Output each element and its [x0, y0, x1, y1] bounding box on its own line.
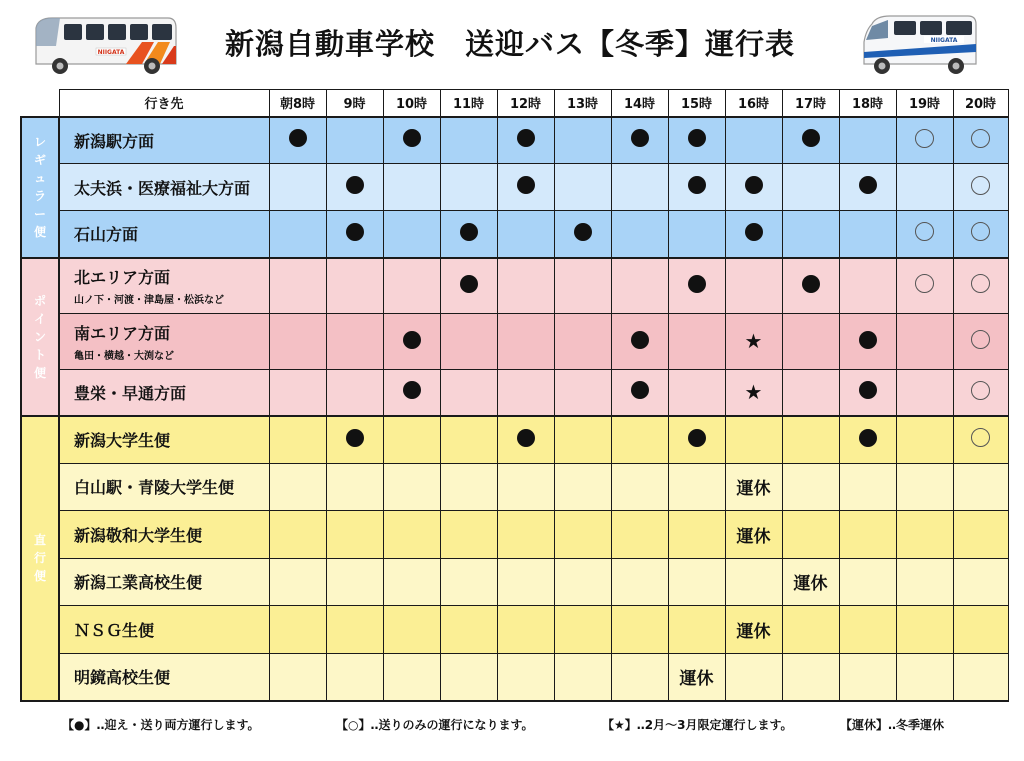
schedule-cell	[725, 211, 782, 258]
header-hour: 19時	[896, 90, 953, 117]
schedule-cell	[269, 211, 326, 258]
schedule-cell	[953, 211, 1008, 258]
schedule-cell	[896, 370, 953, 416]
destination-name: 新潟駅方面	[74, 131, 155, 151]
both-ways-mark	[631, 129, 649, 147]
drop-off-only-mark	[971, 222, 990, 241]
schedule-cell	[383, 164, 440, 211]
schedule-cell	[554, 258, 611, 314]
category-label-point	[21, 258, 59, 416]
schedule-cell	[383, 258, 440, 314]
category-char: ト	[33, 347, 46, 362]
category-char: ポ	[33, 293, 46, 308]
schedule-cell	[668, 370, 725, 416]
suspended-mark: 運休	[793, 574, 828, 595]
schedule-cell	[668, 463, 725, 511]
bus-right-logo: NIIGATA	[930, 37, 958, 44]
schedule-cell	[269, 606, 326, 654]
both-ways-mark	[403, 381, 421, 399]
destination-cell	[59, 463, 269, 511]
destination-cell	[59, 164, 269, 211]
schedule-cell	[839, 653, 896, 701]
schedule-cell	[326, 416, 383, 464]
destination-subareas: 山ノ下・河渡・津島屋・松浜など	[74, 295, 224, 307]
destination-cell	[59, 558, 269, 606]
schedule-cell	[953, 314, 1008, 370]
schedule-cell	[269, 370, 326, 416]
category-label-regular	[21, 117, 59, 258]
schedule-cell	[668, 606, 725, 654]
schedule-cell	[896, 463, 953, 511]
table-row	[21, 314, 1008, 370]
drop-off-only-mark	[915, 222, 934, 241]
schedule-cell	[725, 416, 782, 464]
schedule-cell	[896, 117, 953, 164]
both-ways-mark	[517, 129, 535, 147]
schedule-cell	[782, 463, 839, 511]
schedule-cell	[383, 463, 440, 511]
schedule-cell	[896, 416, 953, 464]
schedule-cell	[668, 558, 725, 606]
schedule-cell	[953, 511, 1008, 559]
limited-run-mark: ★	[744, 379, 763, 404]
schedule-cell	[440, 370, 497, 416]
header-hour: 17時	[782, 90, 839, 117]
schedule-cell	[782, 258, 839, 314]
schedule-cell	[839, 211, 896, 258]
schedule-cell	[668, 258, 725, 314]
destination-name: 新潟工業高校生便	[74, 573, 203, 593]
schedule-cell	[953, 117, 1008, 164]
destination-name: 石山方面	[74, 225, 139, 245]
schedule-cell	[953, 463, 1008, 511]
schedule-cell	[497, 370, 554, 416]
schedule-cell	[896, 314, 953, 370]
bus-illustration-right	[858, 12, 980, 76]
header	[0, 0, 1024, 88]
schedule-cell	[497, 653, 554, 701]
category-char: ー	[33, 207, 46, 221]
both-ways-mark	[802, 129, 820, 147]
schedule-cell	[668, 117, 725, 164]
schedule-cell	[269, 117, 326, 164]
header-hour: 朝8時	[269, 90, 326, 117]
table-header	[21, 90, 1008, 117]
drop-off-only-mark	[971, 274, 990, 293]
schedule-cell	[953, 653, 1008, 701]
table-row	[21, 211, 1008, 258]
header-hour: 13時	[554, 90, 611, 117]
category-char: 直	[33, 533, 46, 547]
legend-both: 【●】‥迎え・送り両方運行します。	[62, 718, 260, 732]
schedule-cell	[725, 463, 782, 511]
schedule-cell	[554, 164, 611, 211]
destination-cell	[59, 314, 269, 370]
schedule-cell	[839, 164, 896, 211]
both-ways-mark	[859, 381, 877, 399]
both-ways-mark	[859, 331, 877, 349]
table-row	[21, 416, 1008, 464]
schedule-cell	[839, 606, 896, 654]
schedule-cell	[326, 511, 383, 559]
both-ways-mark	[403, 129, 421, 147]
schedule-cell	[554, 416, 611, 464]
schedule-cell	[896, 653, 953, 701]
schedule-table	[20, 89, 1009, 702]
table-body	[21, 117, 1008, 701]
schedule-cell	[896, 511, 953, 559]
category-char: 便	[33, 225, 46, 239]
schedule-cell	[611, 511, 668, 559]
schedule-cell	[611, 463, 668, 511]
schedule-cell	[497, 117, 554, 164]
drop-off-only-mark	[971, 176, 990, 195]
schedule-cell	[269, 164, 326, 211]
schedule-cell	[953, 416, 1008, 464]
suspended-mark: 運休	[736, 479, 771, 500]
both-ways-mark	[859, 176, 877, 194]
schedule-cell	[668, 164, 725, 211]
schedule-cell	[497, 558, 554, 606]
schedule-cell	[725, 370, 782, 416]
schedule-cell	[554, 653, 611, 701]
schedule-cell	[611, 117, 668, 164]
destination-cell	[59, 211, 269, 258]
drop-off-only-mark	[971, 381, 990, 400]
schedule-cell	[611, 258, 668, 314]
schedule-cell	[383, 117, 440, 164]
destination-name: 明鏡高校生便	[74, 668, 171, 687]
schedule-cell	[497, 463, 554, 511]
both-ways-mark	[346, 176, 364, 194]
drop-off-only-mark	[971, 330, 990, 349]
schedule-cell	[383, 211, 440, 258]
both-ways-mark	[346, 223, 364, 241]
schedule-cell	[440, 606, 497, 654]
destination-name: 北エリア方面	[74, 268, 171, 288]
header-destination: 行き先	[59, 90, 269, 117]
schedule-cell	[440, 653, 497, 701]
category-char: 行	[33, 551, 46, 565]
schedule-cell	[383, 558, 440, 606]
schedule-cell	[326, 463, 383, 511]
header-hour: 14時	[611, 90, 668, 117]
schedule-cell	[839, 558, 896, 606]
schedule-cell	[326, 164, 383, 211]
both-ways-mark	[517, 429, 535, 447]
schedule-cell	[782, 117, 839, 164]
header-hour: 18時	[839, 90, 896, 117]
schedule-cell	[839, 314, 896, 370]
schedule-cell	[440, 314, 497, 370]
schedule-cell	[782, 416, 839, 464]
both-ways-mark	[745, 176, 763, 194]
header-hour: 20時	[953, 90, 1008, 117]
schedule-cell	[611, 314, 668, 370]
schedule-cell	[953, 164, 1008, 211]
destination-name: 太夫浜・医療福祉大方面	[74, 178, 251, 198]
schedule-cell	[668, 416, 725, 464]
schedule-cell	[896, 258, 953, 314]
both-ways-mark	[688, 176, 706, 194]
schedule-cell	[782, 606, 839, 654]
both-ways-mark	[460, 223, 478, 241]
table-row	[21, 258, 1008, 314]
schedule-cell	[782, 558, 839, 606]
schedule-cell	[554, 463, 611, 511]
schedule-cell	[725, 511, 782, 559]
schedule-cell	[497, 314, 554, 370]
destination-cell	[59, 416, 269, 464]
category-label-direct	[21, 416, 59, 701]
header-hour: 16時	[725, 90, 782, 117]
schedule-cell	[269, 558, 326, 606]
table-row	[21, 370, 1008, 416]
schedule-cell	[326, 117, 383, 164]
both-ways-mark	[631, 331, 649, 349]
destination-name: 新潟大学生便	[74, 431, 171, 450]
suspended-mark: 運休	[679, 669, 714, 689]
schedule-cell	[782, 511, 839, 559]
schedule-cell	[839, 463, 896, 511]
schedule-cell	[554, 314, 611, 370]
schedule-cell	[896, 211, 953, 258]
drop-off-only-mark	[915, 274, 934, 293]
header-hour: 11時	[440, 90, 497, 117]
header-blank	[21, 90, 59, 117]
legend-drop-off-only: 【○】‥送りのみの運行になります。	[336, 718, 534, 732]
schedule-cell	[440, 164, 497, 211]
schedule-cell	[269, 653, 326, 701]
both-ways-mark	[346, 429, 364, 447]
category-char: ギ	[33, 153, 46, 167]
category-char: ン	[33, 329, 46, 344]
schedule-cell	[725, 258, 782, 314]
schedule-cell	[782, 314, 839, 370]
category-char: イ	[33, 311, 46, 326]
both-ways-mark	[574, 223, 592, 241]
schedule-cell	[497, 416, 554, 464]
schedule-cell	[440, 511, 497, 559]
schedule-cell	[554, 511, 611, 559]
both-ways-mark	[517, 176, 535, 194]
both-ways-mark	[460, 275, 478, 293]
both-ways-mark	[289, 129, 307, 147]
schedule-cell	[269, 416, 326, 464]
schedule-cell	[440, 211, 497, 258]
schedule-cell	[497, 511, 554, 559]
schedule-cell	[611, 416, 668, 464]
category-char: 便	[33, 569, 46, 583]
schedule-cell	[782, 653, 839, 701]
schedule-cell	[668, 211, 725, 258]
destination-cell	[59, 117, 269, 164]
table-row	[21, 653, 1008, 701]
schedule-cell	[611, 558, 668, 606]
schedule-cell	[326, 314, 383, 370]
schedule-cell	[383, 511, 440, 559]
schedule-cell	[383, 606, 440, 654]
table-row	[21, 117, 1008, 164]
destination-cell	[59, 606, 269, 654]
destination-cell	[59, 511, 269, 559]
schedule-cell	[896, 558, 953, 606]
category-char: 便	[33, 365, 46, 380]
both-ways-mark	[631, 381, 649, 399]
schedule-cell	[497, 164, 554, 211]
both-ways-mark	[688, 429, 706, 447]
schedule-cell	[782, 211, 839, 258]
schedule-cell	[725, 558, 782, 606]
schedule-cell	[953, 558, 1008, 606]
schedule-cell	[326, 653, 383, 701]
both-ways-mark	[688, 275, 706, 293]
schedule-cell	[497, 258, 554, 314]
schedule-cell	[839, 117, 896, 164]
schedule-cell	[839, 416, 896, 464]
schedule-cell	[554, 606, 611, 654]
schedule-cell	[326, 558, 383, 606]
destination-cell	[59, 653, 269, 701]
schedule-cell	[668, 653, 725, 701]
schedule-cell	[839, 258, 896, 314]
destination-name: 南エリア方面	[74, 324, 171, 343]
both-ways-mark	[745, 223, 763, 241]
both-ways-mark	[802, 275, 820, 293]
schedule-cell	[725, 164, 782, 211]
schedule-cell	[383, 314, 440, 370]
schedule-cell	[725, 314, 782, 370]
legend-limited: 【★】‥2月～3月限定運行します。	[602, 718, 793, 732]
category-char: レ	[33, 135, 46, 149]
schedule-cell	[668, 511, 725, 559]
drop-off-only-mark	[915, 129, 934, 148]
schedule-cell	[269, 463, 326, 511]
schedule-cell	[782, 370, 839, 416]
schedule-cell	[440, 258, 497, 314]
schedule-cell	[611, 606, 668, 654]
schedule-cell	[497, 211, 554, 258]
schedule-cell	[839, 511, 896, 559]
table-row	[21, 164, 1008, 211]
header-hour: 15時	[668, 90, 725, 117]
schedule-cell	[326, 258, 383, 314]
schedule-cell	[326, 606, 383, 654]
limited-run-mark: ★	[744, 329, 763, 353]
drop-off-only-mark	[971, 129, 990, 148]
schedule-cell	[269, 314, 326, 370]
destination-name: 新潟敬和大学生便	[74, 525, 203, 545]
schedule-cell	[611, 653, 668, 701]
suspended-mark: 運休	[736, 621, 771, 642]
drop-off-only-mark	[971, 428, 990, 447]
schedule-cell	[326, 211, 383, 258]
schedule-cell	[554, 117, 611, 164]
table-row	[21, 511, 1008, 559]
schedule-cell	[782, 164, 839, 211]
both-ways-mark	[403, 331, 421, 349]
schedule-cell	[383, 653, 440, 701]
category-char: ュ	[33, 171, 46, 185]
schedule-cell	[383, 370, 440, 416]
destination-name: 豊栄・早通方面	[74, 383, 187, 403]
schedule-cell	[839, 370, 896, 416]
schedule-cell	[440, 416, 497, 464]
both-ways-mark	[688, 129, 706, 147]
destination-cell	[59, 370, 269, 416]
suspended-mark: 運休	[736, 526, 771, 547]
schedule-cell	[554, 211, 611, 258]
schedule-cell	[725, 653, 782, 701]
schedule-cell	[611, 164, 668, 211]
legend-suspended: 【運休】‥冬季運休	[840, 718, 945, 732]
bus-illustration-left	[30, 12, 178, 76]
table-row	[21, 606, 1008, 654]
schedule-cell	[440, 463, 497, 511]
page-title: 新潟自動車学校 送迎バス【冬季】運行表	[224, 27, 795, 61]
table-row	[21, 558, 1008, 606]
schedule-cell	[326, 370, 383, 416]
schedule-cell	[554, 370, 611, 416]
both-ways-mark	[859, 429, 877, 447]
destination-cell	[59, 258, 269, 314]
header-hour: 9時	[326, 90, 383, 117]
schedule-cell	[725, 117, 782, 164]
destination-name: ＮＳＧ生便	[74, 620, 155, 640]
schedule-cell	[896, 606, 953, 654]
table-row	[21, 463, 1008, 511]
schedule-cell	[611, 370, 668, 416]
schedule-cell	[668, 314, 725, 370]
schedule-cell	[725, 606, 782, 654]
category-char: ラ	[33, 189, 46, 203]
schedule-cell	[269, 258, 326, 314]
schedule-cell	[611, 211, 668, 258]
schedule-cell	[953, 606, 1008, 654]
destination-subareas: 亀田・横越・大渕など	[74, 351, 174, 362]
schedule-cell	[953, 258, 1008, 314]
schedule-cell	[440, 558, 497, 606]
schedule-cell	[497, 606, 554, 654]
bus-left-logo: NIIGATA	[97, 49, 125, 56]
schedule-cell	[383, 416, 440, 464]
schedule-cell	[440, 117, 497, 164]
destination-name: 白山駅・青陵大学生便	[74, 478, 235, 498]
schedule-cell	[896, 164, 953, 211]
header-hour: 12時	[497, 90, 554, 117]
schedule-cell	[269, 511, 326, 559]
header-hour: 10時	[383, 90, 440, 117]
schedule-cell	[554, 558, 611, 606]
schedule-cell	[953, 370, 1008, 416]
